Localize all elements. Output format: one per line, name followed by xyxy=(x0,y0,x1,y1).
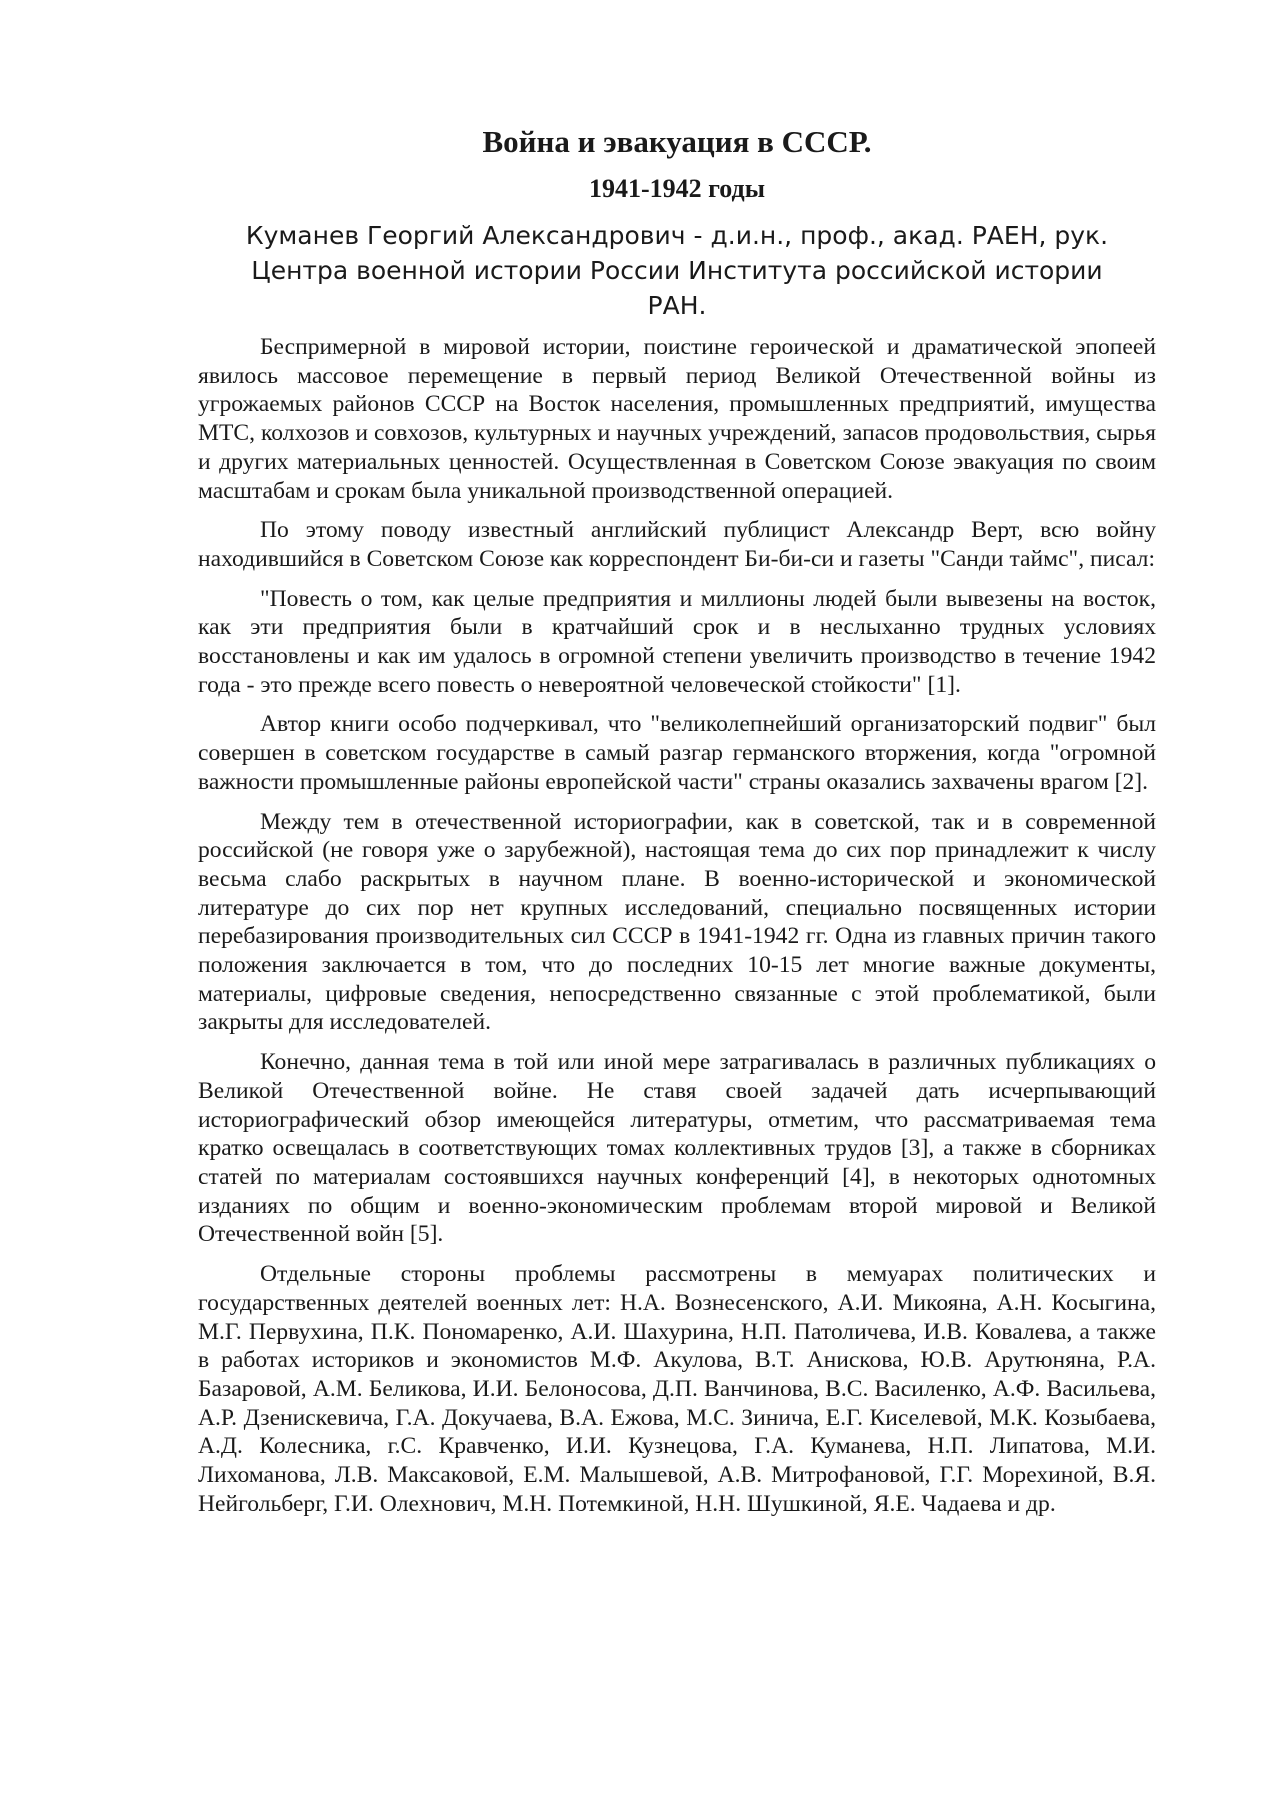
paragraph-2: По этому поводу известный английский публицист Александр Верт, всю войну находившийся в Советском Союзе как корреспондент Би-би-си и газеты "Санди таймс", писал: xyxy=(198,517,1156,572)
document-title: Война и эвакуация в СССР. xyxy=(482,124,872,159)
paragraph-7: Отдельные стороны проблемы рассмотрены в мемуарах политических и государственных деятелей военных лет: Н.А. Вознесенского, А.И. Микояна, А.Н. Косыгина, М.Г. Первухина, П.К. Пономаренко, А.И. Шахурина, Н.П. Патоличева, И.В. Ковалева, а также в работах историков и экономистов М.Ф. Акулова, В.Т. Анискова, Ю.В. Арутюняна, Р.А. Базаровой, А.М. Беликова, И.И. Белоносова, Д.П. Ванчинова, В.С. Василенко, А.Ф. Васильева, А.Р. Дзенискевича, Г.А. Докучаева, В.А. Ежова, М.С. Зинича, Е.Г. Киселевой, М.К. Козыбаева, А.Д. Колесника, г.С. Кравченко, И.И. Кузнецова, Г.А. Куманева, Н.П. Липатова, М.И. Лихоманова, Л.В. Максаковой, Е.М. Малышевой, А.В. Митрофановой, Г.Г. Морехиной, В.Я. Нейгольберг, Г.И. Олехнович, М.Н. Потемкиной, Н.Н. Шушкиной, Я.Е. Чадаева и др. xyxy=(198,1261,1156,1517)
author-line: Куманев Георгий Александрович - д.и.н., проф., акад. РАЕН, рук. Центра военной истории России Института российской истории РАН. xyxy=(245,221,1109,320)
document-subtitle: 1941-1942 годы xyxy=(588,174,766,203)
document-page xyxy=(198,122,1156,1529)
paragraph-4: Автор книги особо подчеркивал, что "великолепнейший организаторский подвиг" был совершен в советском государстве в самый разгар германского вторжения, когда "огромной важности промышленные районы европейской части" страны оказались захвачены врагом [2]. xyxy=(198,711,1156,795)
paragraph-6: Конечно, данная тема в той или иной мере затрагивалась в различных публикациях о Великой Отечественной войне. Не ставя своей задачей дать исчерпывающий историографический обзор имеющейся литературы, отметим, что рассматриваемая тема кратко освещалась в соответствующих томах коллективных трудов [3], а также в сборниках статей по материалам состоявшихся научных конференций [4], в некоторых однотомных изданиях по общим и военно-экономическим проблемам второй мировой и Великой Отечественной войн [5]. xyxy=(198,1049,1156,1248)
paragraph-3-quote: "Повесть о том, как целые предприятия и миллионы людей были вывезены на восток, как эти предприятия были в кратчайший срок и в неслыханно трудных условиях восстановлены и как им удалось в огромной степени увеличить производство в течение 1942 года - это прежде всего повесть о невероятной человеческой стойкости" [1]. xyxy=(198,585,1156,698)
paragraph-1: Беспримерной в мировой истории, поистине героической и драматической эпопеей явилось массовое перемещение в первый период Великой Отечественной войны из угрожаемых районов СССР на Восток населения, промышленных предприятий, имущества МТС, колхозов и совхозов, культурных и научных учреждений, запасов продовольствия, сырья и других материальных ценностей. Осуществленная в Советском Союзе эвакуация по своим масштабам и срокам была уникальной производственной операцией. xyxy=(198,334,1156,504)
paragraph-5: Между тем в отечественной историографии, как в советской, так и в современной российской (не говоря уже о зарубежной), настоящая тема до сих пор принадлежит к числу весьма слабо раскрытых в научном плане. В военно-исторической и экономической литературе до сих пор нет крупных исследований, специально посвященных истории перебазирования производительных сил СССР в 1941-1942 гг. Одна из главных причин такого положения заключается в том, что до последних 10-15 лет многие важные документы, материалы, цифровые сведения, непосредственно связанные с этой проблематикой, были закрыты для исследователей. xyxy=(198,808,1156,1036)
